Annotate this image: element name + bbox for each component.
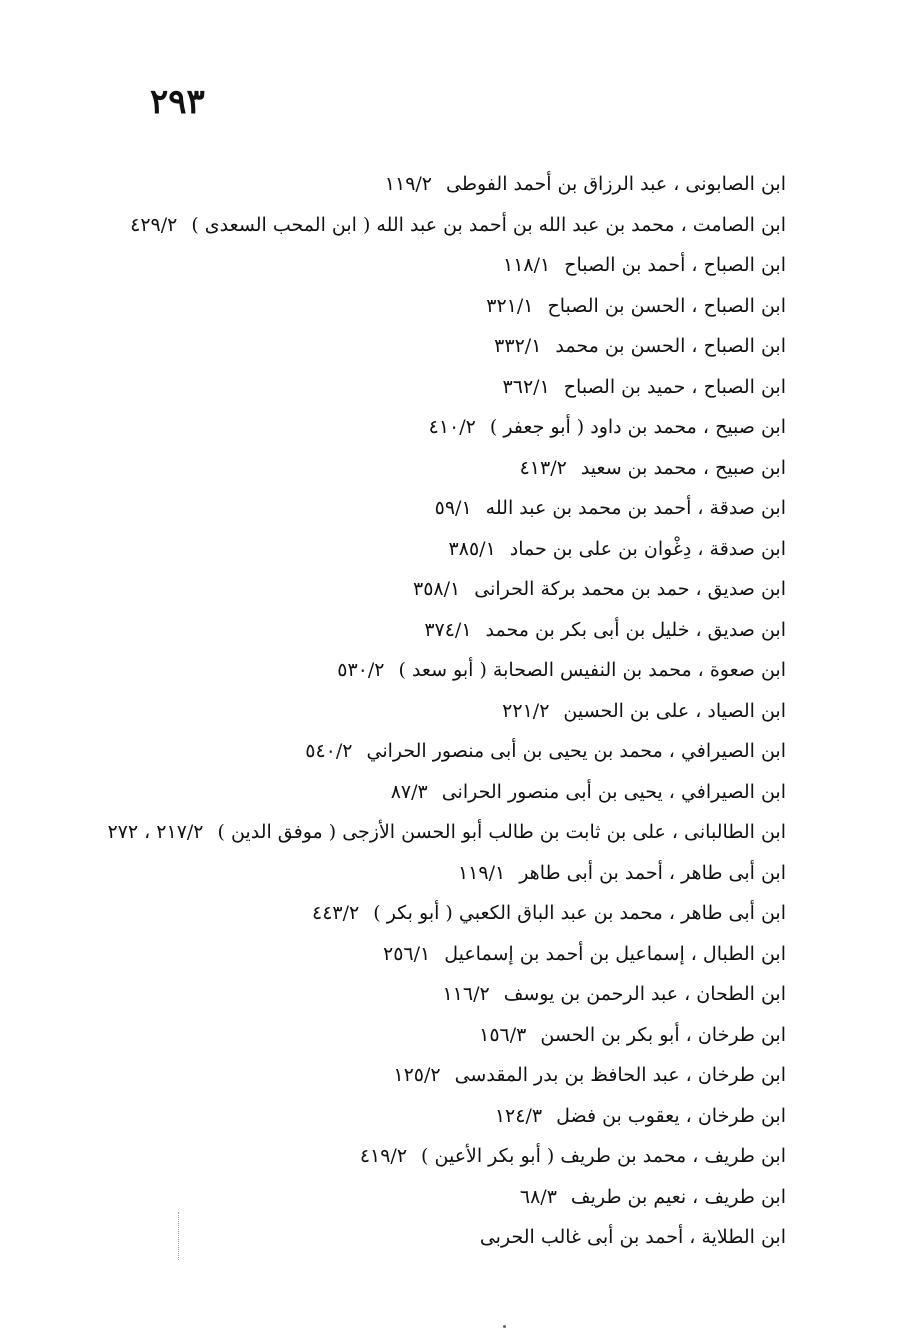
entry-name: ابن صبيح ، محمد بن داود ( أبو جعفر )	[489, 416, 786, 438]
entry-reference: ١١٨/١	[503, 254, 551, 276]
entry-reference: ١١٩/١	[457, 861, 506, 884]
index-entry	[106, 569, 786, 610]
index-entry	[106, 488, 786, 529]
index-entry	[106, 731, 786, 772]
index-entry	[106, 529, 786, 570]
entry-reference: ١١٦/٢	[442, 983, 490, 1005]
index-entry	[106, 205, 786, 246]
entry-reference: ٤٤٣/٢	[312, 902, 360, 924]
index-entry	[106, 610, 786, 651]
entry-name: ابن الطلاية ، أحمد بن أبى غالب الحربى	[479, 1226, 786, 1248]
entry-name: ابن أبى طاهر ، أحمد بن أبى طاهر	[519, 861, 786, 884]
index-entry	[106, 448, 786, 489]
page-number: ٢٩٣	[150, 82, 205, 122]
entry-name: ابن الطبال ، إسماعيل بن أحمد بن إسماعيل	[444, 942, 786, 965]
entry-reference: ٤١٩/٢	[359, 1145, 408, 1167]
index-entry	[106, 934, 786, 975]
index-entry	[106, 1055, 786, 1096]
entry-name: ابن طرخان ، عبد الحافظ بن بدر المقدسى	[454, 1064, 786, 1086]
entry-reference: ٣٧٤/١	[424, 618, 472, 641]
entry-reference: ٥٣٠/٢	[337, 659, 385, 681]
index-entry	[106, 1096, 786, 1137]
entry-reference: ١٢٥/٢	[393, 1064, 441, 1086]
entry-name: ابن صبيح ، محمد بن سعيد	[580, 456, 786, 479]
index-entry	[106, 407, 786, 448]
entry-name: ابن طريف ، نعيم بن طريف	[570, 1185, 786, 1208]
margin-mark	[178, 1212, 185, 1260]
entry-name: ابن أبى طاهر ، محمد بن عبد الباق الكعبي ( أبو بكر )	[373, 902, 786, 924]
index-entry	[106, 1177, 786, 1218]
entry-reference: ٣٨٥/١	[448, 537, 496, 560]
index-entry	[106, 1015, 786, 1056]
entry-name: ابن الصيرافي ، يحيى بن أبى منصور الحرانى	[441, 780, 786, 803]
index-entry-list	[106, 164, 786, 1258]
entry-name: ابن طريف ، محمد بن طريف ( أبو بكر الأعين )	[421, 1145, 786, 1167]
entry-reference: ٦٨/٣	[519, 1185, 557, 1208]
entry-name: ابن الصباح ، أحمد بن الصباح	[564, 254, 786, 276]
entry-reference: ٣٣٢/١	[494, 335, 542, 357]
entry-reference: ١٢٤/٣	[494, 1104, 543, 1127]
entry-name: ابن طرخان ، يعقوب بن فضل	[556, 1104, 786, 1127]
entry-reference: ٤٢٩/٢	[130, 213, 178, 236]
index-entry	[106, 1217, 786, 1258]
entry-name: ابن الطحان ، عبد الرحمن بن يوسف	[503, 983, 786, 1005]
entry-name: ابن الصباح ، الحسن بن محمد	[555, 335, 786, 357]
entry-reference: ٢٥٦/١	[382, 942, 431, 965]
index-entry	[106, 650, 786, 691]
entry-name: ابن الصيرافي ، محمد بن يحيى بن أبى منصور الحراني	[366, 740, 786, 762]
entry-name: ابن صعوة ، محمد بن النفيس الصحابة ( أبو سعد )	[398, 659, 786, 681]
index-entry	[106, 691, 786, 732]
entry-reference: ٣٦٢/١	[502, 375, 550, 398]
entry-reference: ٤١٠/٢	[428, 416, 476, 438]
entry-name: ابن الطالبانى ، على بن ثابت بن طالب أبو الحسن الأزجى ( موفق الدين )	[217, 821, 786, 843]
entry-reference: ٣٥٨/١	[413, 578, 461, 600]
entry-name: ابن الصابونى ، عبد الرزاق بن أحمد الفوطى	[446, 173, 786, 195]
entry-reference: ١٥٦/٣	[479, 1023, 527, 1046]
index-entry	[106, 1136, 786, 1177]
entry-name: ابن الصباح ، حميد بن الصباح	[563, 375, 786, 398]
index-entry	[106, 326, 786, 367]
index-entry	[106, 164, 786, 205]
entry-name: ابن صدقة ، أحمد بن محمد بن عبد الله	[485, 497, 786, 519]
entry-name: ابن الصامت ، محمد بن عبد الله بن أحمد بن عبد الله ( ابن المحب السعدى )	[191, 213, 786, 236]
index-entry	[106, 812, 786, 853]
entry-reference: ٢٢١/٢	[502, 699, 550, 722]
entry-reference: ١١٩/٢	[384, 173, 433, 195]
index-entry	[106, 772, 786, 813]
entry-reference: ٥٤٠/٢	[305, 740, 353, 762]
index-entry	[106, 286, 786, 327]
entry-name: ابن طرخان ، أبو بكر بن الحسن	[540, 1023, 786, 1046]
entry-reference: ٥٩/١	[434, 497, 472, 519]
footer-dot	[503, 1325, 506, 1328]
index-entry	[106, 974, 786, 1015]
entry-name: ابن صديق ، حمد بن محمد بركة الحرانى	[474, 578, 786, 600]
entry-reference: ٨٧/٣	[390, 780, 428, 803]
index-entry	[106, 853, 786, 894]
entry-name: ابن الصباح ، الحسن بن الصباح	[547, 294, 786, 317]
entry-name: ابن صديق ، خليل بن أبى بكر بن محمد	[485, 618, 786, 641]
index-entry	[106, 893, 786, 934]
index-entry	[106, 367, 786, 408]
entry-reference: ٤١٣/٢	[519, 456, 567, 479]
entry-name: ابن الصياد ، على بن الحسين	[563, 699, 786, 722]
index-entry	[106, 245, 786, 286]
entry-reference: ٢١٧/٢ ، ٢٧٢	[107, 821, 204, 843]
entry-reference: ٣٢١/١	[486, 294, 534, 317]
entry-name: ابن صدقة ، دِغْوان بن على بن حماد	[509, 537, 786, 560]
